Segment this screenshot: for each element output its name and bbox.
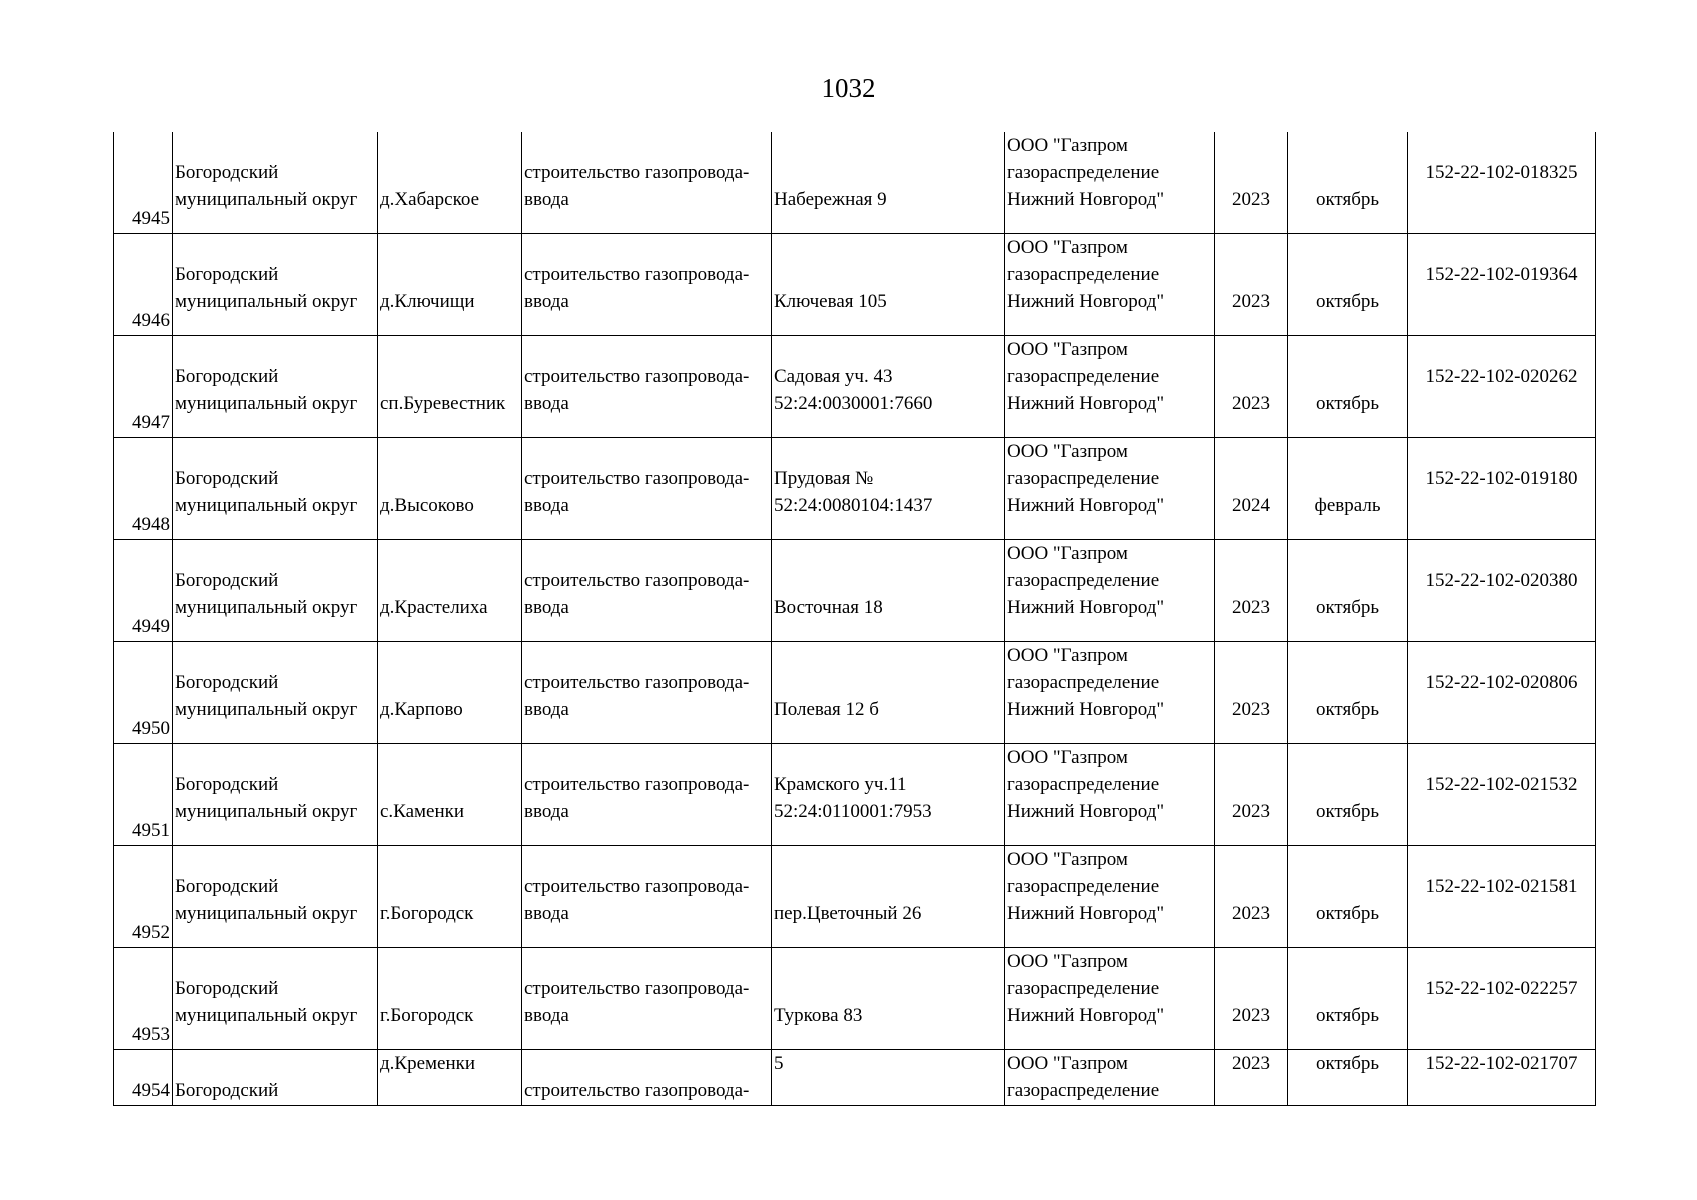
municipality-cell <box>173 540 378 642</box>
work-type-cell <box>522 234 772 336</box>
address-line: 5 <box>774 1053 784 1074</box>
organization-cell <box>1005 846 1215 948</box>
organization-line: ООО "Газпром <box>1007 339 1128 360</box>
address-line: Набережная 9 <box>774 189 887 210</box>
row-number: 4950 <box>132 718 170 739</box>
organization-line: газораспределение <box>1007 570 1160 591</box>
organization-line: газораспределение <box>1007 366 1160 387</box>
month-cell <box>1288 1050 1408 1106</box>
settlement-cell <box>378 846 522 948</box>
settlement: с.Каменки <box>380 801 465 822</box>
year-cell <box>1215 846 1288 948</box>
row-number-cell <box>114 438 173 540</box>
table-row <box>114 1050 1596 1106</box>
organization-cell <box>1005 744 1215 846</box>
work-type-line: строительство газопровода- <box>524 468 750 489</box>
work-type-line: ввода <box>524 495 569 516</box>
organization-cell <box>1005 540 1215 642</box>
address-line: Ключевая 105 <box>774 291 887 312</box>
year: 2023 <box>1232 189 1270 210</box>
organization-line: Нижний Новгород" <box>1007 597 1165 618</box>
organization-line: газораспределение <box>1007 774 1160 795</box>
address-cell <box>772 642 1005 744</box>
row-number: 4947 <box>132 412 170 433</box>
organization-line: Нижний Новгород" <box>1007 495 1165 516</box>
municipality-line: Богородский <box>175 468 279 489</box>
row-number-cell <box>114 948 173 1050</box>
row-number: 4946 <box>132 310 170 331</box>
municipality-line: муниципальный округ <box>175 801 358 822</box>
settlement: д.Карпово <box>380 699 463 720</box>
work-type-line: ввода <box>524 699 569 720</box>
municipality-cell <box>173 234 378 336</box>
settlement-cell <box>378 336 522 438</box>
row-number-cell <box>114 336 173 438</box>
municipality-cell <box>173 336 378 438</box>
permit-number-cell <box>1408 1050 1596 1106</box>
permit-number: 152-22-102-018325 <box>1425 162 1578 183</box>
organization-line: ООО "Газпром <box>1007 441 1128 462</box>
municipality-line: муниципальный округ <box>175 291 358 312</box>
municipality-line: муниципальный округ <box>175 189 358 210</box>
month-cell <box>1288 948 1408 1050</box>
page-number: 1032 <box>821 73 876 103</box>
organization-line: Нижний Новгород" <box>1007 903 1165 924</box>
organization-line: газораспределение <box>1007 1080 1160 1101</box>
year: 2023 <box>1232 597 1270 618</box>
month: октябрь <box>1315 393 1380 414</box>
address-line: Прудовая № <box>774 468 874 489</box>
row-number-cell <box>114 540 173 642</box>
row-number-cell <box>114 1050 173 1106</box>
work-type-line: строительство газопровода- <box>524 162 750 183</box>
row-number: 4952 <box>132 922 170 943</box>
settlement-cell <box>378 438 522 540</box>
municipality-line: Богородский <box>175 978 279 999</box>
row-number: 4945 <box>132 208 170 229</box>
year: 2023 <box>1232 393 1270 414</box>
settlement-cell <box>378 132 522 234</box>
permit-number: 152-22-102-021581 <box>1425 876 1578 897</box>
work-type-line: строительство газопровода- <box>524 366 750 387</box>
municipality-line: Богородский <box>175 1080 279 1101</box>
work-type-cell <box>522 642 772 744</box>
settlement-cell <box>378 234 522 336</box>
organization-cell <box>1005 642 1215 744</box>
year-cell <box>1215 540 1288 642</box>
permit-number-cell <box>1408 642 1596 744</box>
row-number-cell <box>114 132 173 234</box>
address-cell <box>772 336 1005 438</box>
settlement: г.Богородск <box>380 903 474 924</box>
work-type-cell <box>522 744 772 846</box>
municipality-cell <box>173 948 378 1050</box>
year: 2023 <box>1232 291 1270 312</box>
settlement-cell <box>378 744 522 846</box>
work-type-cell <box>522 540 772 642</box>
permit-number-cell <box>1408 336 1596 438</box>
permit-number-cell <box>1408 744 1596 846</box>
month-cell <box>1288 132 1408 234</box>
organization-line: Нижний Новгород" <box>1007 393 1165 414</box>
address-cell <box>772 948 1005 1050</box>
municipality-cell <box>173 642 378 744</box>
municipality-line: Богородский <box>175 570 279 591</box>
organization-cell <box>1005 438 1215 540</box>
permit-number-cell <box>1408 132 1596 234</box>
address-cell <box>772 132 1005 234</box>
month-cell <box>1288 846 1408 948</box>
table-row <box>114 438 1596 540</box>
work-type-cell <box>522 132 772 234</box>
organization-line: газораспределение <box>1007 978 1160 999</box>
settlement: д.Кременки <box>380 1053 476 1074</box>
work-type-line: строительство газопровода- <box>524 1080 750 1101</box>
work-type-line: ввода <box>524 1005 569 1026</box>
settlement: д.Ключищи <box>380 291 475 312</box>
permit-number-cell <box>1408 846 1596 948</box>
month: октябрь <box>1315 903 1380 924</box>
table-row <box>114 846 1596 948</box>
municipality-line: Богородский <box>175 876 279 897</box>
address-line: 52:24:0030001:7660 <box>774 393 933 414</box>
month: октябрь <box>1315 291 1380 312</box>
municipality-line: муниципальный округ <box>175 393 358 414</box>
organization-line: ООО "Газпром <box>1007 849 1128 870</box>
address-cell <box>772 846 1005 948</box>
year: 2023 <box>1232 801 1270 822</box>
municipality-line: Богородский <box>175 366 279 387</box>
year: 2023 <box>1232 903 1270 924</box>
year-cell <box>1215 948 1288 1050</box>
month: октябрь <box>1315 801 1380 822</box>
year: 2024 <box>1232 495 1270 516</box>
month: октябрь <box>1315 597 1380 618</box>
work-type-line: ввода <box>524 903 569 924</box>
address-line: Полевая 12 б <box>774 699 879 720</box>
address-line: 52:24:0110001:7953 <box>774 801 932 822</box>
year-cell <box>1215 336 1288 438</box>
permit-number-cell <box>1408 234 1596 336</box>
settlement-cell <box>378 642 522 744</box>
address-line: Туркова 83 <box>774 1005 863 1026</box>
organization-line: газораспределение <box>1007 672 1160 693</box>
organization-line: Нижний Новгород" <box>1007 1005 1165 1026</box>
settlement: д.Крастелиха <box>380 597 488 618</box>
work-type-cell <box>522 846 772 948</box>
organization-line: газораспределение <box>1007 468 1160 489</box>
settlement-cell <box>378 540 522 642</box>
work-type-line: строительство газопровода- <box>524 570 750 591</box>
municipality-cell <box>173 1050 378 1106</box>
year: 2023 <box>1232 699 1270 720</box>
permit-number: 152-22-102-022257 <box>1425 978 1578 999</box>
table-row <box>114 744 1596 846</box>
municipality-line: муниципальный округ <box>175 495 358 516</box>
municipality-line: муниципальный округ <box>175 699 358 720</box>
organization-line: ООО "Газпром <box>1007 1053 1128 1074</box>
work-type-cell <box>522 1050 772 1106</box>
permit-number: 152-22-102-019364 <box>1425 264 1578 285</box>
row-number: 4953 <box>132 1024 170 1045</box>
permit-number-cell <box>1408 948 1596 1050</box>
organization-cell <box>1005 948 1215 1050</box>
table-row <box>114 234 1596 336</box>
organization-cell <box>1005 1050 1215 1106</box>
row-number: 4954 <box>132 1080 170 1101</box>
organization-cell <box>1005 234 1215 336</box>
year-cell <box>1215 642 1288 744</box>
month-cell <box>1288 234 1408 336</box>
permit-number-cell <box>1408 438 1596 540</box>
row-number-cell <box>114 744 173 846</box>
work-type-line: строительство газопровода- <box>524 264 750 285</box>
organization-cell <box>1005 132 1215 234</box>
organization-line: газораспределение <box>1007 162 1160 183</box>
organization-line: ООО "Газпром <box>1007 237 1128 258</box>
address-line: Крамского уч.11 <box>774 774 907 795</box>
settlement: д.Хабарское <box>380 189 480 210</box>
municipality-cell <box>173 438 378 540</box>
month: февраль <box>1314 495 1381 516</box>
municipality-line: муниципальный округ <box>175 1005 358 1026</box>
address-cell <box>772 744 1005 846</box>
year-cell <box>1215 744 1288 846</box>
work-type-line: ввода <box>524 801 569 822</box>
table-row <box>114 948 1596 1050</box>
municipality-cell <box>173 132 378 234</box>
settlement: д.Высоково <box>380 495 474 516</box>
municipality-line: муниципальный округ <box>175 597 358 618</box>
year-cell <box>1215 1050 1288 1106</box>
table-row <box>114 132 1596 234</box>
organization-line: ООО "Газпром <box>1007 135 1128 156</box>
year-cell <box>1215 132 1288 234</box>
municipality-line: Богородский <box>175 774 279 795</box>
month-cell <box>1288 642 1408 744</box>
work-type-line: строительство газопровода- <box>524 774 750 795</box>
row-number-cell <box>114 234 173 336</box>
table-row <box>114 642 1596 744</box>
table-body <box>114 132 1596 1106</box>
table-row <box>114 336 1596 438</box>
settlement: г.Богородск <box>380 1005 474 1026</box>
address-line: Садовая уч. 43 <box>774 366 893 387</box>
work-type-line: ввода <box>524 393 569 414</box>
settlement-cell <box>378 948 522 1050</box>
settlement-cell <box>378 1050 522 1106</box>
month-cell <box>1288 744 1408 846</box>
organization-cell <box>1005 336 1215 438</box>
municipality-cell <box>173 846 378 948</box>
year: 2023 <box>1232 1005 1270 1026</box>
work-type-line: строительство газопровода- <box>524 876 750 897</box>
month-cell <box>1288 540 1408 642</box>
permit-number: 152-22-102-019180 <box>1425 468 1578 489</box>
organization-line: газораспределение <box>1007 264 1160 285</box>
year-cell <box>1215 234 1288 336</box>
work-type-line: строительство газопровода- <box>524 672 750 693</box>
municipality-line: Богородский <box>175 264 279 285</box>
table-row <box>114 540 1596 642</box>
year: 2023 <box>1232 1053 1270 1074</box>
permit-number: 152-22-102-021707 <box>1425 1053 1578 1074</box>
address-line: Восточная 18 <box>774 597 883 618</box>
organization-line: Нижний Новгород" <box>1007 699 1165 720</box>
gas-connection-table <box>113 132 1596 1106</box>
municipality-line: Богородский <box>175 672 279 693</box>
address-cell <box>772 540 1005 642</box>
organization-line: Нижний Новгород" <box>1007 189 1165 210</box>
municipality-line: Богородский <box>175 162 279 183</box>
row-number: 4949 <box>132 616 170 637</box>
settlement: сп.Буревестник <box>380 393 506 414</box>
address-cell <box>772 234 1005 336</box>
address-cell <box>772 438 1005 540</box>
permit-number: 152-22-102-021532 <box>1425 774 1578 795</box>
permit-number: 152-22-102-020262 <box>1425 366 1578 387</box>
organization-line: ООО "Газпром <box>1007 645 1128 666</box>
row-number-cell <box>114 642 173 744</box>
organization-line: ООО "Газпром <box>1007 543 1128 564</box>
organization-line: газораспределение <box>1007 876 1160 897</box>
permit-number: 152-22-102-020380 <box>1425 570 1578 591</box>
permit-number-cell <box>1408 540 1596 642</box>
organization-line: ООО "Газпром <box>1007 951 1128 972</box>
address-line: пер.Цветочный 26 <box>774 903 922 924</box>
work-type-cell <box>522 438 772 540</box>
row-number: 4948 <box>132 514 170 535</box>
address-line: 52:24:0080104:1437 <box>774 495 933 516</box>
year-cell <box>1215 438 1288 540</box>
work-type-line: ввода <box>524 597 569 618</box>
permit-number: 152-22-102-020806 <box>1425 672 1578 693</box>
month: октябрь <box>1315 1005 1380 1026</box>
month-cell <box>1288 438 1408 540</box>
work-type-cell <box>522 336 772 438</box>
organization-line: Нижний Новгород" <box>1007 291 1165 312</box>
month: октябрь <box>1315 1053 1380 1074</box>
organization-line: ООО "Газпром <box>1007 747 1128 768</box>
organization-line: Нижний Новгород" <box>1007 801 1165 822</box>
work-type-line: ввода <box>524 291 569 312</box>
month: октябрь <box>1315 699 1380 720</box>
month: октябрь <box>1315 189 1380 210</box>
address-cell <box>772 1050 1005 1106</box>
row-number-cell <box>114 846 173 948</box>
municipality-cell <box>173 744 378 846</box>
row-number: 4951 <box>132 820 170 841</box>
work-type-line: ввода <box>524 189 569 210</box>
municipality-line: муниципальный округ <box>175 903 358 924</box>
work-type-line: строительство газопровода- <box>524 978 750 999</box>
work-type-cell <box>522 948 772 1050</box>
month-cell <box>1288 336 1408 438</box>
